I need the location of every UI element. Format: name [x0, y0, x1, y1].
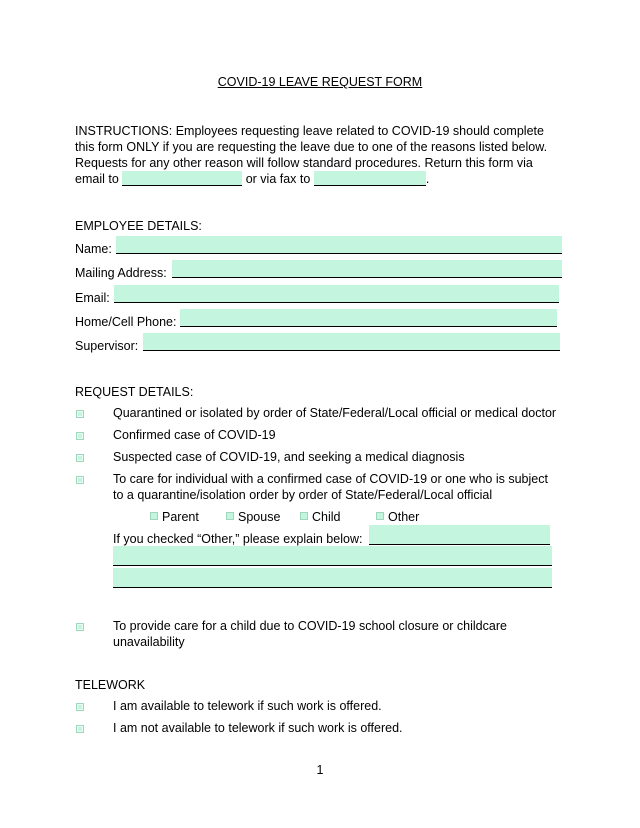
- reason-care-individual-checkbox[interactable]: [76, 476, 84, 484]
- instructions-end: .: [425, 172, 430, 186]
- supervisor-label: Supervisor:: [75, 339, 139, 353]
- relation-spouse-checkbox[interactable]: [226, 512, 234, 520]
- reason-care-individual-line-2: to a quarantine/isolation order by order of State/Federal/Local official: [113, 488, 493, 502]
- phone-field[interactable]: [180, 309, 557, 327]
- relation-child-label: Child: [312, 510, 341, 524]
- reason-care-individual-line-1: To care for individual with a confirmed case of COVID-19 or one who is subject: [113, 472, 548, 486]
- reason-childcare-checkbox[interactable]: [76, 623, 84, 631]
- reason-childcare-line-1: To provide care for a child due to COVID-19 school closure or childcare: [113, 619, 507, 633]
- return-fax-field[interactable]: [314, 171, 426, 186]
- instructions-line-3: Requests for any other reason will follow standard procedures. Return this form via: [75, 156, 533, 170]
- telework-not-available-label: I am not available to telework if such work is offered.: [113, 721, 403, 735]
- other-explain-field-3[interactable]: [113, 568, 552, 588]
- reason-confirmed-checkbox[interactable]: [76, 432, 84, 440]
- reason-quarantined-checkbox[interactable]: [76, 410, 84, 418]
- telework-available-checkbox[interactable]: [76, 703, 84, 711]
- employee-details-heading: EMPLOYEE DETAILS:: [75, 219, 202, 233]
- telework-available-label: I am available to telework if such work is offered.: [113, 699, 382, 713]
- relation-parent-label: Parent: [162, 510, 199, 524]
- relation-child[interactable]: [300, 509, 341, 525]
- instructions-line-4: [75, 171, 429, 187]
- mailing-address-field[interactable]: [172, 260, 562, 278]
- relation-other-checkbox[interactable]: [376, 512, 384, 520]
- relation-parent[interactable]: [150, 509, 199, 525]
- form-title: COVID-19 LEAVE REQUEST FORM: [217, 75, 423, 89]
- supervisor-field[interactable]: [143, 333, 560, 351]
- name-field[interactable]: [116, 236, 562, 254]
- reason-suspected-label: Suspected case of COVID-19, and seeking a medical diagnosis: [113, 450, 465, 464]
- relation-other[interactable]: [376, 509, 419, 525]
- other-explain-field-2[interactable]: [113, 546, 552, 566]
- other-explain-field-1[interactable]: [369, 525, 550, 545]
- reason-childcare-line-2: unavailability: [113, 635, 185, 649]
- relation-spouse-label: Spouse: [238, 510, 281, 524]
- email-label: Email:: [75, 291, 110, 305]
- telework-not-available-checkbox[interactable]: [76, 725, 84, 733]
- reason-quarantined-label: Quarantined or isolated by order of State/Federal/Local official or medical doctor: [113, 406, 557, 420]
- relation-spouse[interactable]: [226, 509, 280, 525]
- relation-parent-checkbox[interactable]: [150, 512, 158, 520]
- instructions-line-2: this form ONLY if you are requesting the leave due to one of the reasons listed below.: [75, 140, 548, 154]
- return-email-field[interactable]: [122, 171, 242, 186]
- email-prefix: email to: [75, 172, 123, 186]
- relation-child-checkbox[interactable]: [300, 512, 308, 520]
- reason-confirmed-label: Confirmed case of COVID-19: [113, 428, 276, 442]
- fax-prefix: or via fax to: [242, 172, 314, 186]
- relation-other-label: Other: [388, 510, 420, 524]
- name-label: Name:: [75, 242, 112, 256]
- email-field[interactable]: [114, 285, 559, 303]
- other-explain-label: If you checked “Other,” please explain below:: [113, 532, 363, 546]
- page-number: 1: [316, 763, 324, 777]
- instructions-line-1: INSTRUCTIONS: Employees requesting leave related to COVID-19 should complete: [75, 124, 544, 138]
- phone-label: Home/Cell Phone:: [75, 315, 177, 329]
- telework-heading: TELEWORK: [75, 678, 146, 692]
- reason-suspected-checkbox[interactable]: [76, 454, 84, 462]
- mailing-address-label: Mailing Address:: [75, 266, 167, 280]
- request-details-heading: REQUEST DETAILS:: [75, 385, 194, 399]
